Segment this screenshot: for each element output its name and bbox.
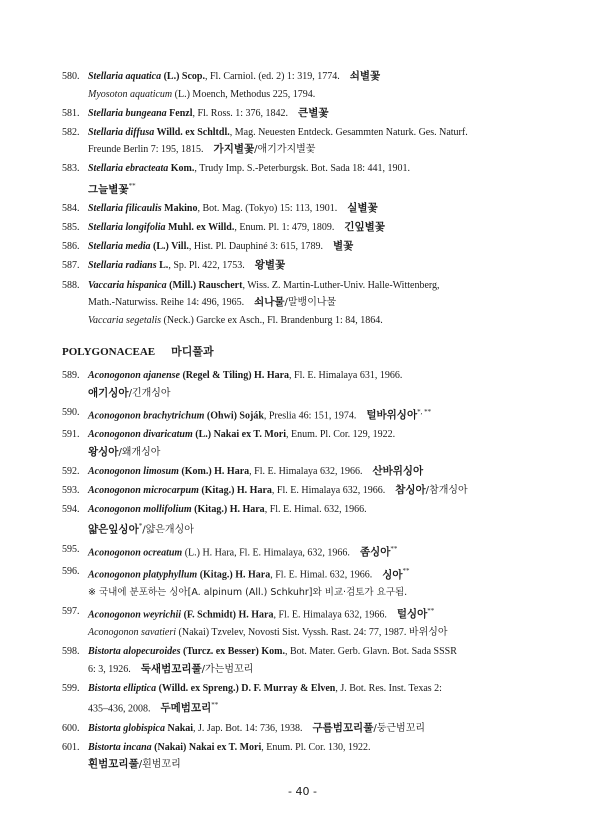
epithet: elliptica [123,682,157,694]
epithet: ebracteata [125,163,169,175]
entry-content [88,563,552,601]
entry-number: 580. [62,71,80,82]
reference: , Bot. Mag. (Tokyo) 15: 113, 1901. [197,203,338,215]
genus: Stellaria [88,222,124,234]
species-entry [62,105,552,123]
genus: Aconogonon [88,465,141,477]
species-entry [62,68,552,103]
author: (Kom.) H. Hara [181,465,250,477]
korean-name-line [88,518,552,539]
scientific-name [88,742,261,753]
epithet: bungeana [125,107,167,119]
reference: , Wiss. Z. Martin-Luther-Univ. Halle-Wittenberg, [242,279,440,291]
korean-name-mark: ** [402,567,410,576]
entry-content [88,501,552,539]
species-entry [62,720,552,738]
korean-name-mark: ** [390,544,398,553]
reference: , Trudy Imp. S.-Peterburgsk. Bot. Sada 18: 441, 1901. [194,163,411,175]
korean-name: 털바위싱아 [366,409,418,421]
korean-name-mark: ** [427,607,435,616]
entry-content [88,160,552,198]
species-list [62,68,552,775]
reference: , Fl. E. Himal. 632, 1966. [264,503,367,515]
genus: Stellaria [88,163,124,175]
korean-name: 참싱아 [395,483,426,496]
korean-name: 실별꽃 [347,202,378,215]
synonym [88,86,552,104]
korean-alt-name: /가는범꼬리 [201,663,254,675]
epithet: aquatica [125,71,162,82]
epithet: longifolia [125,222,166,234]
korean-name: 산바위싱아 [372,464,424,477]
species-entry [62,463,552,481]
epithet: mollifolium [143,503,192,515]
reference-continued: Freunde Berlin 7: 195, 1815. [88,144,204,156]
epithet: ajanense [143,370,180,382]
epithet: alopecuroides [123,646,181,658]
entry-number: 600. [62,722,80,734]
korean-name: 큰별꽃 [298,106,329,119]
scientific-name [88,429,286,440]
korean-name: 흰범꼬리풀 [88,758,139,771]
entry-number: 581. [62,107,80,119]
korean-name: 별꽃 [333,240,354,253]
reference: , J. Jap. Bot. 14: 736, 1938. [193,722,303,734]
species-entry [62,277,552,330]
family-latin: POLYGONACEAE [62,346,156,359]
scientific-name [88,71,205,82]
epithet: brachytrichum [143,410,205,421]
species-entry [62,739,552,774]
author: (Turcz. ex Besser) Kom. [183,646,285,658]
author: (Kitag.) H. Hara [194,503,265,515]
species-entry [62,482,552,500]
epithet: hispanica [126,279,167,291]
korean-name-line [88,385,552,403]
author: (L.) Vill. [153,241,189,253]
genus: Aconogonon [88,429,141,441]
entry-number: 598. [62,646,80,658]
genus: Bistorta [88,682,121,694]
korean-alt-name: /둥근범꼬리 [373,722,426,734]
synonym-name: Vaccaria segetalis [88,314,162,326]
korean-name: 구름범꼬리풀 [312,721,374,734]
korean-name: 애기싱아 [88,386,129,399]
entry-content [88,426,552,461]
species-entry [62,367,552,402]
entry-content [88,482,552,500]
scientific-name [88,108,192,119]
species-entry [62,219,552,237]
scientific-name [88,466,249,477]
genus: Stellaria [88,260,124,272]
genus: Bistorta [88,646,121,658]
species-entry [62,563,552,601]
author: (Mill.) Rauschert [169,279,243,291]
scientific-name [88,410,264,421]
entry-number: 589. [62,370,80,382]
epithet: filicaulis [125,203,162,215]
genus: Stellaria [88,241,124,253]
reference: , Fl. Carniol. (ed. 2) 1: 319, 1774. [204,71,340,82]
author: Kom. [170,163,195,175]
entry-content [88,643,552,678]
epithet: limosum [143,465,179,477]
korean-name: 긴잎별꽃 [344,221,385,234]
korean-name: 쇠별꽃 [349,70,381,82]
entry-content [88,367,552,402]
reference: , Fl. E. Himalaya 632, 1966. [271,484,386,496]
korean-name: 왕별꽃 [254,259,286,272]
reference: , Preslia 46: 151, 1974. [263,410,357,421]
korean-name: 싱아 [382,568,403,581]
reference-continued: 6: 3, 1926. [88,663,131,675]
genus: Bistorta [88,741,121,753]
epithet: ocreatum [143,547,183,559]
entry-number: 592. [62,465,80,477]
genus: Aconogonon [88,609,141,621]
entry-content [88,404,552,425]
entry-number: 593. [62,484,80,496]
entry-content [88,277,552,330]
scientific-name [88,370,289,381]
korean-name: 둑새범꼬리풀 [140,662,202,675]
genus: Aconogonon [88,484,141,496]
author: Fenzl [169,107,193,119]
entry-content [88,680,552,718]
reference-continued: 435–436, 2008. [88,703,151,715]
author: (Ohwi) Soják [206,410,264,421]
author: Willd. ex Schltdl. [156,126,230,138]
genus: Vaccaria [88,279,125,291]
korean-name-line [88,756,552,774]
family-korean: 마디풀과 [171,345,214,359]
epithet: platyphyllum [143,569,198,581]
korean-name: 쇠나물 [254,296,285,309]
synonym-reference: (L.) Moench, Methodus 225, 1794. [172,88,316,100]
scientific-name [88,203,197,214]
scientific-name [88,547,234,558]
family-heading [62,343,552,359]
epithet: radians [125,260,157,272]
genus: Aconogonon [88,370,141,382]
korean-alt-name: /참개싱아 [425,484,468,496]
species-entry [62,426,552,461]
synonym-name: Aconogonon savatieri [88,626,177,638]
reference: , Mag. Neuesten Entdeck. Gesammten Naturk. Ges. Naturf. [229,126,468,138]
korean-name-line [88,444,552,462]
entry-number: 594. [62,503,80,515]
entry-number: 596. [62,566,80,578]
epithet: media [125,241,151,253]
korean-alt-name: /흰범꼬리 [138,759,181,771]
species-entry [62,501,552,539]
author: Nakai [167,722,194,734]
author: (L.) H. Hara [184,547,235,559]
author: (L.) Nakai ex T. Mori [195,429,286,441]
scientific-name [88,609,274,620]
author: (F. Schmidt) H. Hara [183,609,274,621]
reference: , Hist. Pl. Dauphiné 3: 615, 1789. [188,241,324,253]
korean-name: 얇은잎싱아 [88,523,139,536]
korean-alt-name: /왜개싱아 [118,446,161,458]
entry-content [88,200,552,218]
korean-alt-name: /애기가지별꽃 [254,144,316,156]
genus: Aconogonon [88,503,141,515]
reference: , J. Bot. Res. Inst. Texas 2: [335,682,442,694]
entry-content [88,124,552,159]
korean-name-mark: ** [211,701,219,710]
species-entry [62,680,552,718]
epithet: globispica [123,722,165,734]
genus: Stellaria [88,126,124,138]
synonym-name: Myosoton aquaticum [88,88,173,100]
reference: , Enum. Pl. Cor. 130, 1922. [261,741,371,753]
species-entry [62,541,552,562]
genus: Aconogonon [88,410,141,421]
korean-alt-name: /긴개싱아 [128,387,171,399]
korean-name: 가지별꽃 [213,143,255,156]
reference: , Fl. E. Himalaya 632, 1966. [273,609,387,621]
reference: , Enum. Pl. Cor. 129, 1922. [285,429,396,441]
species-entry [62,160,552,198]
entry-number: 599. [62,682,80,694]
entry-content [88,238,552,256]
entry-content [88,219,552,237]
author: (Nakai) Nakai ex T. Mori [154,741,262,753]
reference: , Fl. E. Himalaya 632, 1966. [249,465,363,477]
entry-content [88,105,552,123]
species-entry [62,200,552,218]
korean-name: 좀싱아 [359,546,391,559]
entry-number: 586. [62,241,80,253]
genus: Aconogonon [88,569,141,581]
species-entry [62,124,552,159]
reference: , Bot. Mater. Gerb. Glavn. Bot. Sada SSSR [284,646,457,658]
entry-number: 597. [62,606,80,618]
korean-name-mark: *, ** [417,407,432,416]
scientific-name [88,570,270,581]
genus: Stellaria [88,71,124,82]
korean-name: 왕싱아 [88,445,119,458]
reference: , Enum. Pl. 1: 479, 1809. [234,222,335,234]
species-entry [62,603,552,641]
entry-content [88,257,552,275]
korean-alt-name: /말뱅이나물 [284,297,337,309]
scientific-name [88,127,230,138]
scientific-name [88,222,234,233]
entry-content [88,603,552,641]
entry-content [88,720,552,738]
species-entry [62,404,552,425]
scientific-name [88,723,193,734]
entry-number: 590. [62,406,80,418]
entry-number: 585. [62,222,80,234]
korean-name: 털싱아 [396,608,428,621]
genus: Stellaria [88,107,124,119]
scientific-name [88,260,168,271]
epithet: incana [123,741,152,753]
genus: Aconogonon [88,547,141,559]
genus: Bistorta [88,722,121,734]
entry-number: 588. [62,279,80,291]
reference: , Fl. Ross. 1: 376, 1842. [192,107,289,119]
species-entry [62,238,552,256]
korean-name-mark: ** [128,181,136,190]
note: ※ 국내에 분포하는 싱아[A. alpinum (All.) Schkuhr]와 비교·검토가 요구됨. [88,587,408,599]
author: L. [159,260,169,272]
synonym [88,312,552,330]
author: (Kitag.) H. Hara [199,569,271,581]
epithet: divaricatum [143,429,193,441]
entry-number: 582. [62,126,80,138]
entry-number: 601. [62,741,80,753]
entry-number: 591. [62,429,80,441]
scientific-name [88,280,242,291]
reference: , Fl. E. Himalaya 631, 1966. [289,370,403,382]
species-entry [62,643,552,678]
scientific-name [88,485,272,496]
reference: , Fl. E. Himal. 632, 1966. [270,569,373,581]
entry-number: 584. [62,203,80,215]
synonym-reference: (Neck.) Garcke ex Asch., Fl. Brandenburg 1: 84, 1864. [161,314,383,326]
scientific-name [88,163,194,174]
scientific-name [88,646,285,657]
entry-number: 595. [62,543,80,555]
reference: , Sp. Pl. 422, 1753. [168,260,245,272]
author: (Regel & Tiling) H. Hara [182,370,290,382]
korean-name-line [88,178,552,199]
scientific-name [88,241,189,252]
entry-content [88,739,552,774]
entry-number: 583. [62,163,80,175]
entry-content [88,463,552,481]
author: (L.) Scop. [163,71,205,82]
entry-number: 587. [62,260,80,272]
korean-name: 두메범꼬리 [160,702,212,715]
reference: , Fl. E. Himalaya, 632, 1966. [234,547,350,559]
entry-content [88,541,552,562]
korean-name: 그늘별꽃 [88,183,129,196]
synonym [88,624,552,642]
korean-name-mark: * [138,522,143,531]
genus: Stellaria [88,203,124,215]
scientific-name [88,683,335,694]
author: (Kitag.) H. Hara [201,484,272,496]
author: Muhl. ex Willd. [168,222,235,234]
reference-continued: Math.-Naturwiss. Reihe 14: 496, 1965. [88,297,245,309]
epithet: diffusa [125,126,155,138]
author: Makino [164,203,198,215]
species-entry [62,257,552,275]
entry-content [88,68,552,103]
epithet: microcarpum [143,484,199,496]
synonym-reference: (Nakai) Tzvelev, Novosti Sist. Vyssh. Rast. 24: 77, 1987. 바위싱아 [176,626,448,638]
epithet: weyrichii [143,609,182,621]
scientific-name [88,504,265,515]
author: (Willd. ex Spreng.) D. F. Murray & Elven [158,682,336,694]
korean-alt-name: /얇은개싱아 [142,524,194,536]
page-number: - 40 - [288,785,317,798]
